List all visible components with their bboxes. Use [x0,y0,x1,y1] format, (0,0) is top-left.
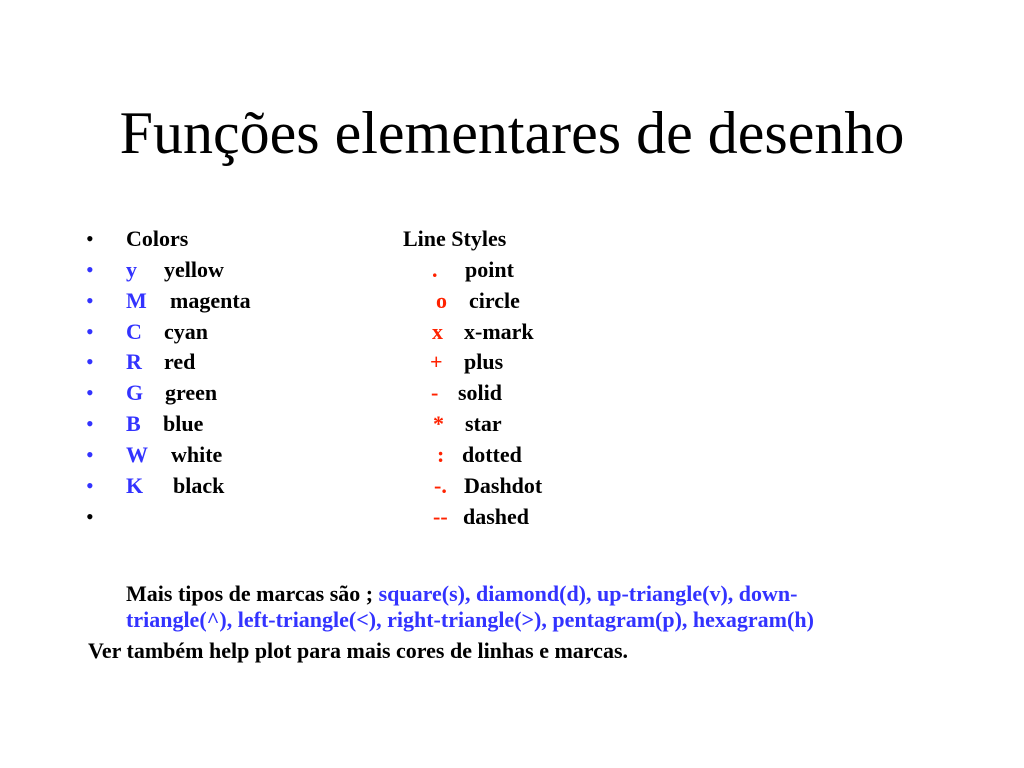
more-markers-line-2 [126,606,814,634]
list-header-row [0,225,1024,253]
line-style-code: - [431,380,439,405]
color-name: white [171,442,223,467]
bullet-icon: • [86,411,94,436]
line-style-code: . [432,257,438,282]
line-style-name: point [465,257,514,282]
line-style-code: + [430,349,443,374]
bullet-icon: • [86,504,94,529]
color-code: W [126,442,148,467]
line-styles-header: Line Styles [403,226,507,251]
more-markers-line-1 [126,580,797,608]
list-item [0,256,1024,284]
list-item [0,410,1024,438]
line-style-name: star [465,411,502,436]
more-markers-list-part-2: triangle(^), left-triangle(<), right-triangle(>), pentagram(p), hexagram(h) [126,607,814,632]
line-style-name: solid [458,380,503,405]
list-item [0,472,1024,500]
color-name: cyan [164,319,208,344]
color-code: C [126,319,142,344]
line-style-name: dashed [463,504,530,529]
bullet-icon: • [86,380,94,405]
list-item [0,348,1024,376]
line-style-name: plus [464,349,504,374]
line-style-code: o [436,288,447,313]
line-style-code: : [437,442,445,467]
color-name: red [164,349,196,374]
color-name: blue [163,411,204,436]
color-code: M [126,288,147,313]
line-style-name: circle [469,288,520,313]
bullet-icon: • [86,442,94,467]
list-item [0,318,1024,346]
list-item [0,503,1024,531]
color-code: K [126,473,144,498]
color-code: B [126,411,141,436]
color-name: magenta [170,288,251,313]
color-code: R [126,349,142,374]
line-style-code: * [433,411,444,436]
more-markers-list-part-1: square(s), diamond(d), up-triangle(v), down- [378,581,798,606]
color-name: green [165,380,218,405]
line-style-code: -. [434,473,447,498]
slide-title: Funções elementares de desenho [119,100,905,166]
list-item [0,441,1024,469]
color-name: black [173,473,225,498]
see-also-note: Ver também help plot para mais cores de linhas e marcas. [88,638,628,663]
line-style-name: x-mark [464,319,534,344]
bullet-icon: • [86,349,94,374]
list-item [0,287,1024,315]
line-style-code: x [432,319,443,344]
bullet-icon: • [86,257,94,282]
line-style-code: -- [433,504,448,529]
color-code: y [126,257,137,282]
bullet-icon: • [86,319,94,344]
more-markers-prefix: Mais tipos de marcas são ; [126,581,379,606]
bullet-icon: • [86,226,94,251]
line-style-name: dotted [462,442,522,467]
line-style-name: Dashdot [464,473,543,498]
color-name: yellow [164,257,224,282]
bullet-icon: • [86,288,94,313]
bullet-icon: • [86,473,94,498]
colors-header: Colors [126,226,189,251]
color-code: G [126,380,144,405]
list-item [0,379,1024,407]
